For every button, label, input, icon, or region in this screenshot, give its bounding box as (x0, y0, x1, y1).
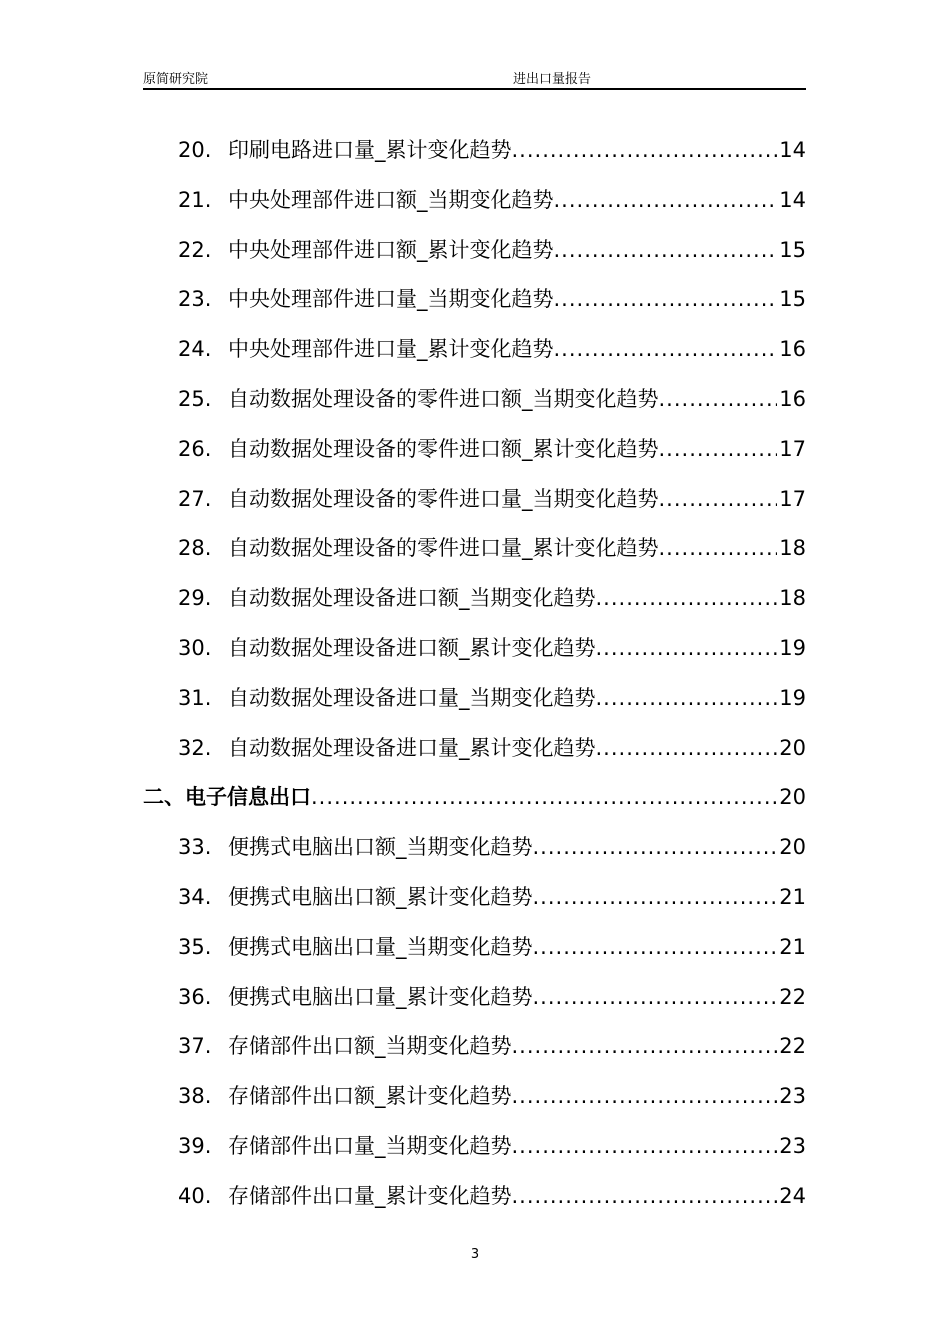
toc-leader-dots (554, 279, 778, 319)
toc-entry-title: 便携式电脑出口量_累计变化趋势 (228, 984, 533, 1009)
toc-leader-dots (512, 130, 778, 170)
toc-entry[interactable] (143, 130, 806, 180)
toc-entry-title: 自动数据处理设备的零件进口量_累计变化趋势 (228, 536, 659, 561)
toc-entry-title: 自动数据处理设备进口额_累计变化趋势 (228, 635, 596, 660)
toc-entry-title: 存储部件出口额_当期变化趋势 (228, 1034, 512, 1059)
toc-section-heading[interactable] (143, 777, 806, 827)
toc-entry[interactable] (143, 429, 806, 479)
toc-entry-title: 存储部件出口量_当期变化趋势 (228, 1133, 512, 1158)
toc-entry-number: 28. (178, 536, 212, 561)
toc-entry-number: 33. (178, 835, 212, 860)
toc-entry[interactable] (143, 977, 806, 1027)
toc-entry-title: 自动数据处理设备的零件进口额_当期变化趋势 (228, 386, 659, 411)
toc-entry-number: 38. (178, 1084, 212, 1109)
page-number: 3 (470, 1247, 480, 1262)
toc-entry[interactable] (143, 479, 806, 529)
toc-entry-number: 21. (178, 187, 212, 212)
page-header (143, 66, 806, 90)
toc-leader-dots (596, 728, 778, 768)
toc-entry-number: 20. (178, 138, 212, 162)
toc-entry-page: 22 (779, 984, 806, 1009)
toc-entry-number: 30. (178, 635, 212, 660)
toc-leader-dots (554, 329, 778, 369)
toc-entry-number: 29. (178, 586, 212, 611)
toc-entry-number: 37. (178, 1034, 212, 1059)
toc-leader-dots (512, 1026, 778, 1066)
toc-entry[interactable] (143, 927, 806, 977)
toc-entry[interactable] (143, 1126, 806, 1176)
toc-entry-number: 23. (178, 287, 212, 312)
toc-leader-dots (659, 429, 778, 469)
toc-entry-page: 18 (779, 536, 806, 561)
toc-entry-title: 存储部件出口量_累计变化趋势 (228, 1183, 512, 1208)
toc-leader-dots (659, 379, 778, 419)
toc-leader-dots (596, 578, 778, 618)
toc-entry-page: 20 (779, 835, 806, 860)
toc-entry-page: 21 (779, 884, 806, 909)
toc-entry-number: 39. (178, 1133, 212, 1158)
toc-entry-title: 自动数据处理设备的零件进口额_累计变化趋势 (228, 436, 659, 461)
toc-leader-dots (596, 628, 778, 668)
toc-leader-dots (554, 180, 778, 220)
toc-entry-page: 15 (779, 237, 806, 262)
toc-entry[interactable] (143, 1026, 806, 1076)
toc-entry[interactable] (143, 1176, 806, 1226)
header-report-title: 进出口量报告 (513, 72, 592, 87)
toc-entry-page: 17 (779, 486, 806, 511)
toc-entry-title: 自动数据处理设备进口量_累计变化趋势 (228, 735, 596, 760)
toc-entry[interactable] (143, 528, 806, 578)
toc-section-title: 二、电子信息出口 (143, 785, 311, 810)
toc-entry[interactable] (143, 628, 806, 678)
toc-leader-dots (512, 1076, 778, 1116)
toc-entry[interactable] (143, 279, 806, 329)
toc-entry-page: 14 (779, 138, 806, 162)
toc-entry-page: 21 (779, 934, 806, 959)
toc-entry-page: 16 (779, 386, 806, 411)
toc-leader-dots (533, 977, 778, 1017)
toc-entry-page: 22 (779, 1034, 806, 1059)
toc-entry-page: 14 (779, 187, 806, 212)
toc-entry-page: 20 (779, 735, 806, 760)
toc-entry-page: 23 (779, 1084, 806, 1109)
header-organization: 原简研究院 (143, 72, 209, 87)
toc-entry-page: 16 (779, 337, 806, 362)
toc-entry-number: 27. (178, 486, 212, 511)
toc-entry-title: 自动数据处理设备进口额_当期变化趋势 (228, 586, 596, 611)
toc-entry-page: 20 (779, 785, 806, 810)
toc-entry-number: 35. (178, 934, 212, 959)
toc-entry-title: 便携式电脑出口量_当期变化趋势 (228, 934, 533, 959)
toc-entry[interactable] (143, 230, 806, 280)
toc-entry-page: 23 (779, 1133, 806, 1158)
toc-entry-number: 22. (178, 237, 212, 262)
toc-leader-dots (311, 777, 777, 817)
toc-leader-dots (596, 678, 778, 718)
toc-entry-page: 19 (779, 635, 806, 660)
toc-leader-dots (659, 479, 778, 519)
toc-entry-number: 36. (178, 984, 212, 1009)
toc-entry-number: 24. (178, 337, 212, 362)
toc-entry[interactable] (143, 728, 806, 778)
toc-leader-dots (533, 877, 778, 917)
toc-entry-title: 中央处理部件进口量_累计变化趋势 (228, 337, 554, 362)
toc-entry[interactable] (143, 379, 806, 429)
toc-entry[interactable] (143, 578, 806, 628)
toc-entry-title: 自动数据处理设备进口量_当期变化趋势 (228, 685, 596, 710)
toc-entry-number: 25. (178, 386, 212, 411)
toc-entry-page: 24 (779, 1183, 806, 1208)
toc-entry[interactable] (143, 877, 806, 927)
table-of-contents (143, 130, 806, 1226)
toc-entry[interactable] (143, 827, 806, 877)
toc-entry-title: 印刷电路进口量_累计变化趋势 (228, 138, 512, 162)
toc-entry-title: 中央处理部件进口量_当期变化趋势 (228, 287, 554, 312)
toc-entry[interactable] (143, 329, 806, 379)
toc-entry-number: 26. (178, 436, 212, 461)
toc-leader-dots (554, 230, 778, 270)
toc-entry-title: 存储部件出口额_累计变化趋势 (228, 1084, 512, 1109)
toc-entry-title: 中央处理部件进口额_当期变化趋势 (228, 187, 554, 212)
toc-leader-dots (533, 827, 778, 867)
toc-entry-number: 31. (178, 685, 212, 710)
toc-entry-page: 15 (779, 287, 806, 312)
toc-entry[interactable] (143, 678, 806, 728)
toc-leader-dots (533, 927, 778, 967)
toc-entry[interactable] (143, 1076, 806, 1126)
toc-leader-dots (512, 1126, 778, 1166)
toc-entry-page: 18 (779, 586, 806, 611)
toc-leader-dots (659, 528, 778, 568)
toc-entry-number: 32. (178, 735, 212, 760)
toc-leader-dots (512, 1176, 778, 1216)
toc-entry-page: 19 (779, 685, 806, 710)
toc-entry-number: 34. (178, 884, 212, 909)
toc-entry-title: 中央处理部件进口额_累计变化趋势 (228, 237, 554, 262)
toc-entry-page: 17 (779, 436, 806, 461)
toc-entry[interactable] (143, 180, 806, 230)
toc-entry-number: 40. (178, 1183, 212, 1208)
toc-entry-title: 便携式电脑出口额_累计变化趋势 (228, 884, 533, 909)
toc-entry-title: 便携式电脑出口额_当期变化趋势 (228, 835, 533, 860)
toc-entry-title: 自动数据处理设备的零件进口量_当期变化趋势 (228, 486, 659, 511)
